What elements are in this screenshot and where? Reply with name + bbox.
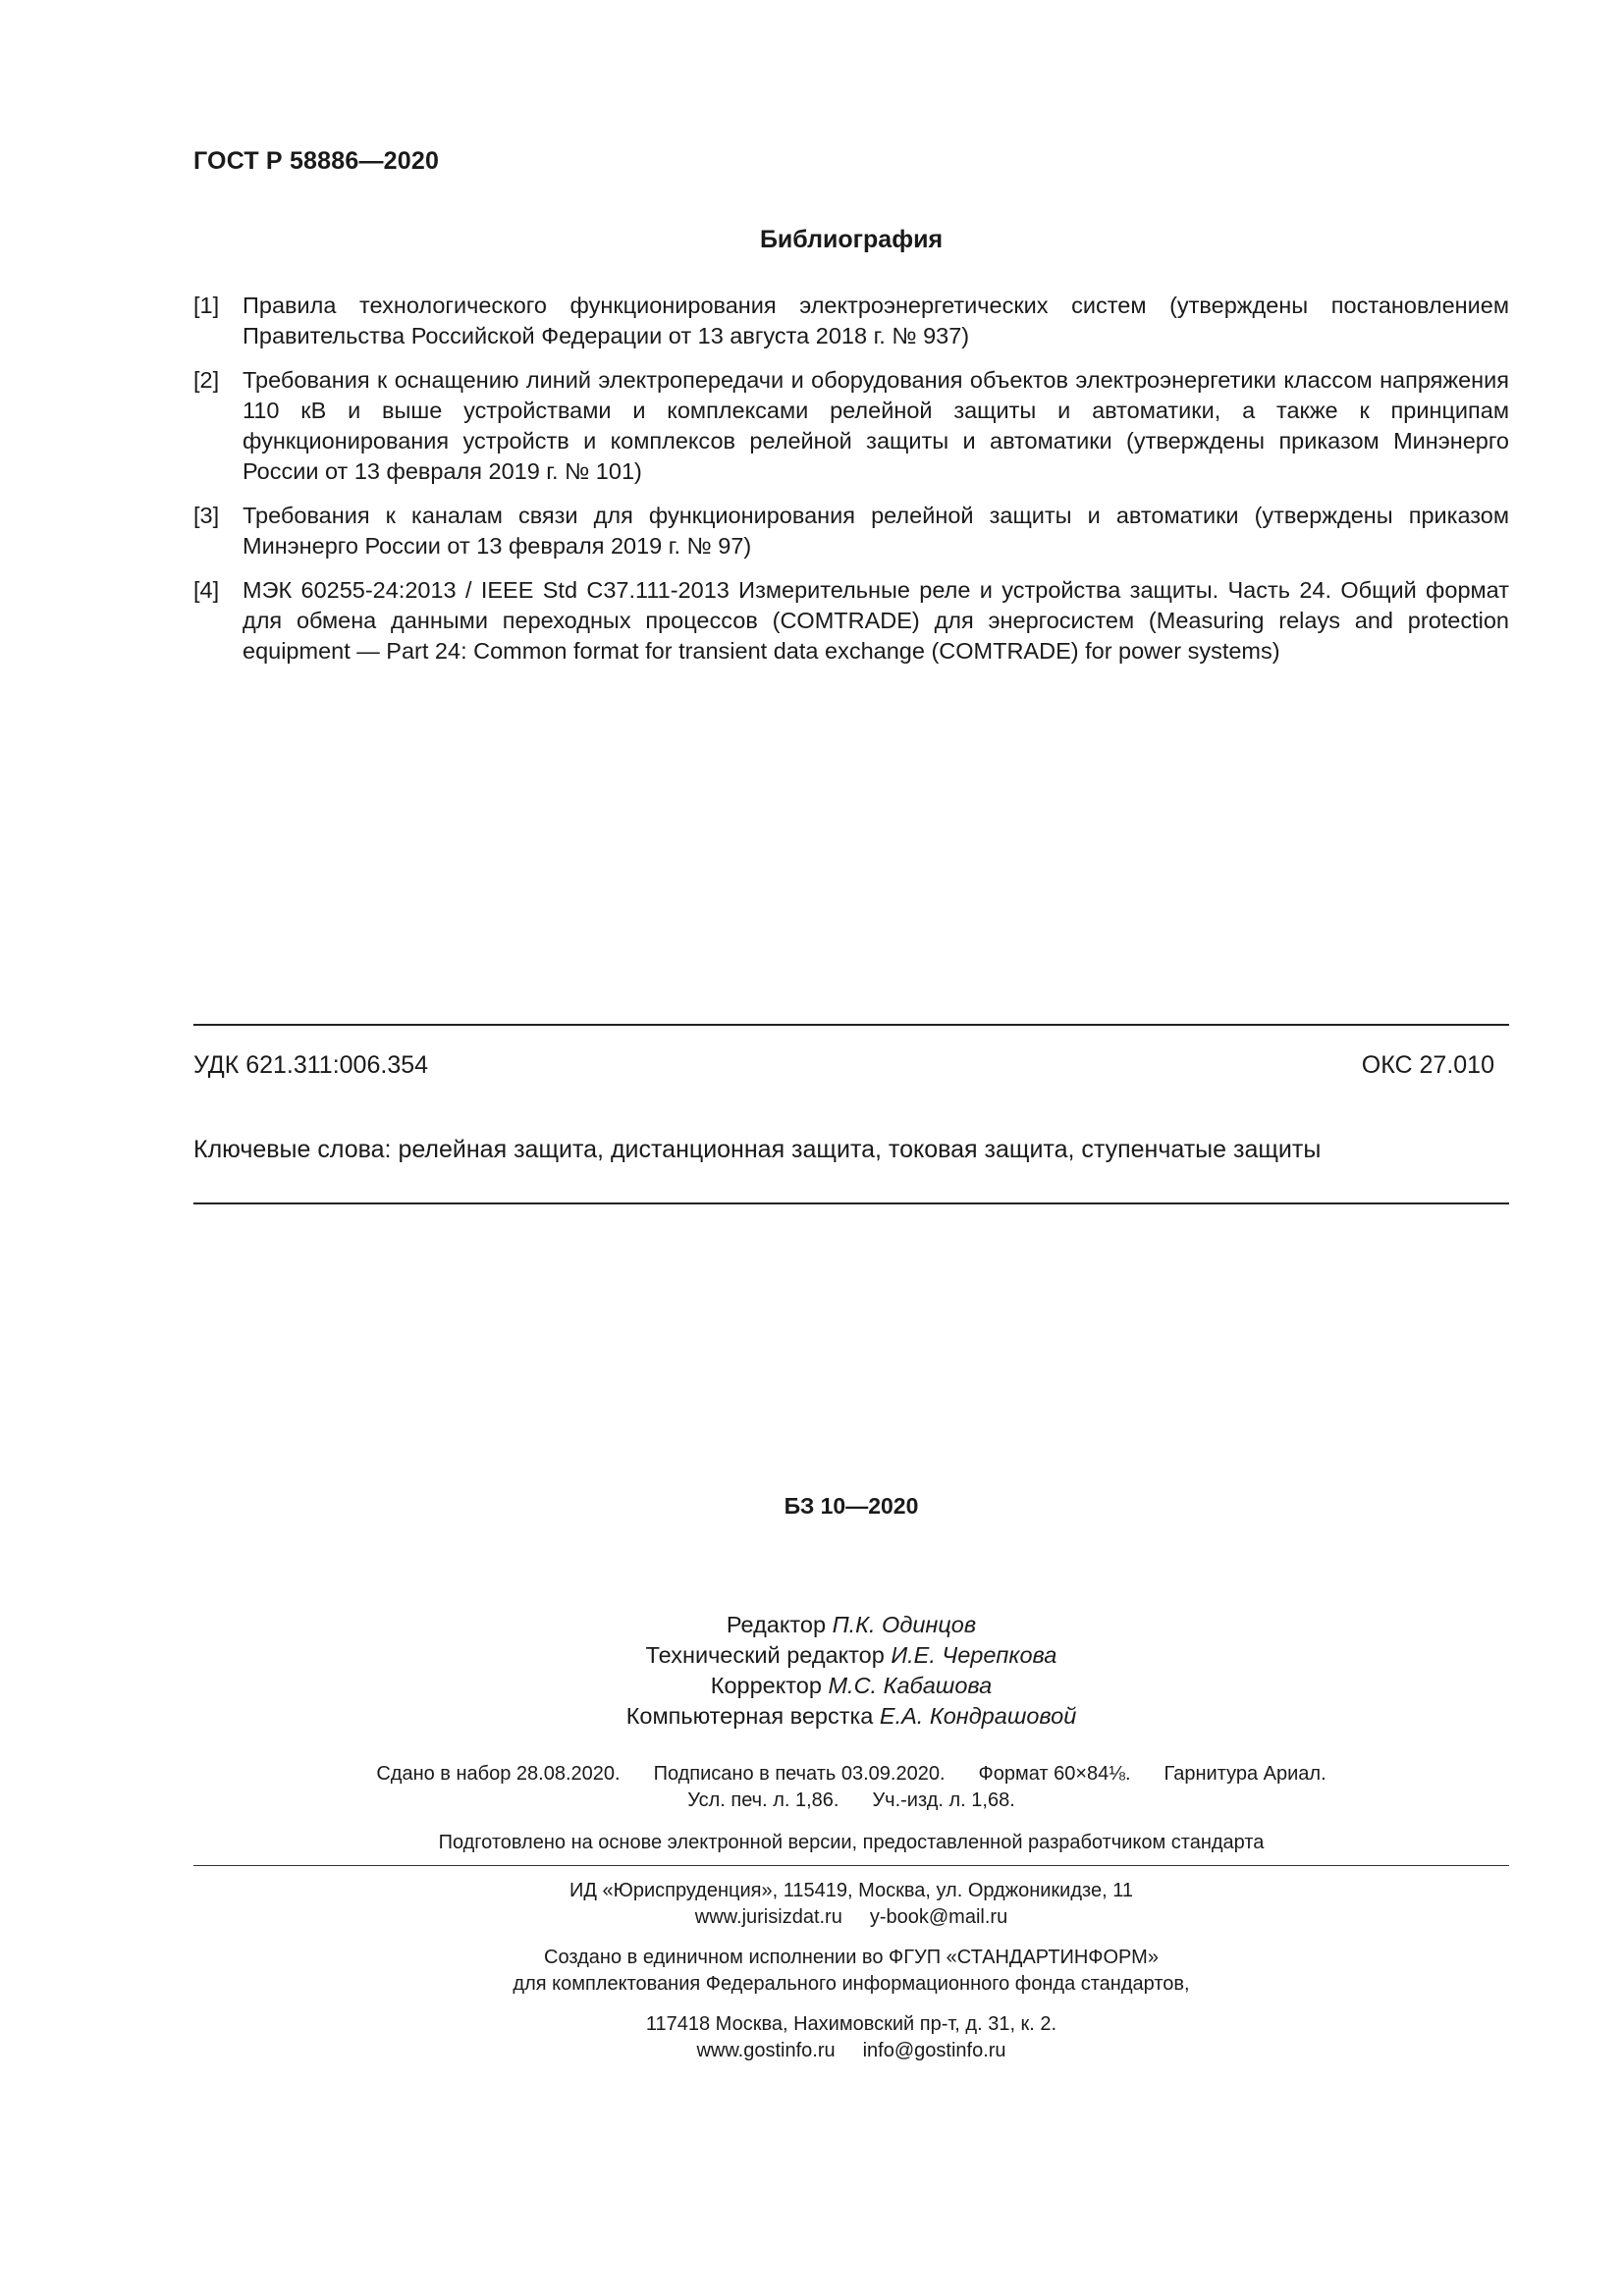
bibliography-item	[193, 291, 1509, 351]
bibliography-item	[193, 575, 1509, 667]
standartinform-contacts	[193, 2038, 1509, 2064]
editor-role: Технический редактор	[645, 1642, 885, 1668]
submitted-date: Сдано в набор 28.08.2020.	[376, 1763, 621, 1785]
udk-code: УДК 621.311:006.354	[193, 1051, 429, 1079]
bibliography-item-text: МЭК 60255-24:2013 / IEEE Std C37.111-2013 Измерительные реле и устройства защиты. Часть 24. Общий формат для обмена данными переходных процессов (COMTRADE) для энергосистем (Measuring relays and protection equipment — Part 24: Common format for transient data exchange (COMTRADE) for power systems)	[243, 577, 1509, 664]
document-id: ГОСТ Р 58886—2020	[193, 147, 440, 175]
prepared-note: Подготовлено на основе электронной версии, предоставленной разработчиком стандарта	[438, 1832, 1265, 1853]
bibliography-item-text: Правила технологического функционирования электроэнергетических систем (утверждены постановлением Правительства Российской Федерации от 13 августа 2018 г. № 937)	[243, 293, 1509, 348]
bibliography-list	[193, 291, 1509, 680]
keywords: Ключевые слова: релейная защита, дистанционная защита, токовая защита, ступенчатые защиты	[193, 1136, 1322, 1163]
publication-sheets: Уч.-изд. л. 1,68.	[872, 1789, 1015, 1811]
bibliography-item-number: [2]	[193, 367, 220, 393]
gostinfo-email-link[interactable]: info@gostinfo.ru	[862, 2040, 1006, 2061]
bibliography-title: Библиография	[759, 226, 944, 253]
editor-line	[193, 1610, 1509, 1640]
publisher-address: ИД «Юриспруденция», 115419, Москва, ул. Орджоникидзе, 11	[569, 1880, 1133, 1901]
editors-block	[193, 1610, 1509, 1732]
print-info	[193, 1761, 1509, 1814]
publisher-email-link[interactable]: y-book@mail.ru	[869, 1906, 1008, 1928]
editor-name: И.Е. Черепкова	[891, 1642, 1057, 1668]
bz-number: БЗ 10—2020	[784, 1493, 919, 1519]
print-font: Гарнитура Ариал.	[1164, 1763, 1326, 1785]
publisher-divider	[193, 1865, 1509, 1866]
bibliography-item-text: Требования к каналам связи для функционирования релейной защиты и автоматики (утверждены приказом Минэнерго России от 13 февраля 2019 г. № 97)	[243, 503, 1509, 559]
publisher-block	[193, 1878, 1509, 2064]
bibliography-item	[193, 365, 1509, 487]
editor-line	[193, 1640, 1509, 1671]
standartinform-address: 117418 Москва, Нахимовский пр-т, д. 31, к. 2.	[645, 2013, 1057, 2035]
print-format: Формат 60×84⅛.	[978, 1763, 1131, 1785]
signed-date: Подписано в печать 03.09.2020.	[653, 1763, 946, 1785]
bibliography-item-number: [3]	[193, 503, 220, 528]
print-sheets: Усл. печ. л. 1,86.	[687, 1789, 839, 1811]
oks-code: ОКС 27.010	[1361, 1051, 1494, 1079]
editor-role: Редактор	[726, 1612, 827, 1637]
bibliography-item-number: [4]	[193, 577, 220, 603]
created-line: Создано в единичном исполнении во ФГУП «СТАНДАРТИНФОРМ»	[544, 1947, 1159, 1968]
editor-role: Корректор	[710, 1673, 822, 1698]
editor-name: Е.А. Кондрашовой	[879, 1703, 1077, 1729]
print-info-line	[193, 1788, 1509, 1814]
editor-role: Компьютерная верстка	[625, 1703, 874, 1729]
top-divider	[193, 1024, 1509, 1026]
bibliography-item	[193, 501, 1509, 561]
bottom-divider	[193, 1202, 1509, 1204]
editor-line	[193, 1671, 1509, 1701]
publisher-contacts	[193, 1904, 1509, 1931]
print-info-line	[193, 1761, 1509, 1788]
bibliography-item-number: [1]	[193, 293, 220, 318]
created-line: для комплектования Федерального информационного фонда стандартов,	[513, 1973, 1190, 1995]
bibliography-item-text: Требования к оснащению линий электропередачи и оборудования объектов электроэнергетики классом напряжения 110 кВ и выше устройствами и комплексами релейной защиты и автоматики, а также к принципам функционирования устройств и комплексов релейной защиты и автоматики (утверждены приказом Минэнерго России от 13 февраля 2019 г. № 101)	[243, 367, 1509, 484]
editor-name: П.К. Одинцов	[832, 1612, 977, 1637]
editor-name: М.С. Кабашова	[828, 1673, 993, 1698]
publisher-site-link[interactable]: www.jurisizdat.ru	[694, 1906, 842, 1928]
gostinfo-site-link[interactable]: www.gostinfo.ru	[696, 2040, 836, 2061]
editor-line	[193, 1701, 1509, 1732]
